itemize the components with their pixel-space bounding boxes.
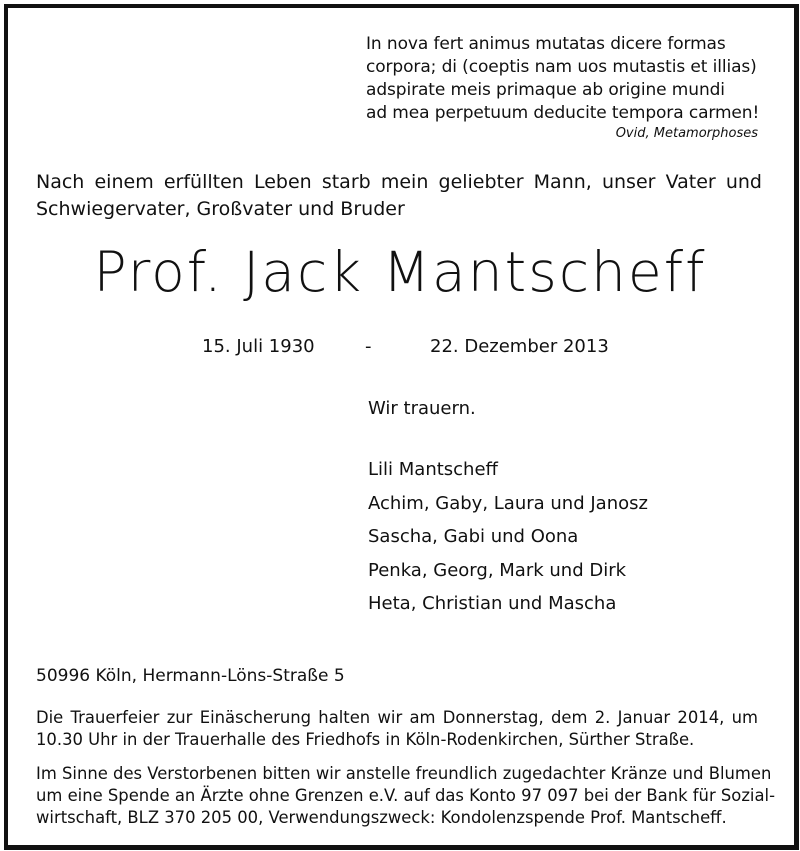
ceremony-line: 10.30 Uhr in der Trauerhalle des Friedhofs in Köln-Rodenkirchen, Sürther Straße. <box>36 730 695 749</box>
intro-line: Nach einem erfüllten Leben starb mein geliebter Mann, unser Vater und <box>36 171 762 193</box>
ceremony-paragraph <box>36 707 758 751</box>
family-member: Heta, Christian und Mascha <box>368 593 617 614</box>
quote-line: In nova fert animus mutatas dicere formas <box>366 34 726 54</box>
quote-line: ad mea perpetuum deducite tempora carmen! <box>366 103 760 123</box>
ceremony-line: Die Trauerfeier zur Einäscherung halten wir am Donnerstag, dem 2. Januar 2014, um <box>36 708 758 727</box>
epigraph-quote <box>366 33 758 125</box>
donation-paragraph <box>36 763 775 829</box>
intro-text <box>36 169 762 223</box>
quote-source: Ovid, Metamorphoses <box>615 126 758 141</box>
mourning-statement: Wir trauern. <box>368 398 476 419</box>
family-list <box>368 453 648 621</box>
quote-line: corpora; di (coeptis nam uos mutastis et illias) <box>366 57 757 77</box>
quote-line: adspirate meis primaque ab origine mundi <box>366 80 725 100</box>
donation-line: wirtschaft, BLZ 370 205 00, Verwendungszweck: Kondolenzspende Prof. Mantscheff. <box>36 808 727 827</box>
intro-line: Schwiegervater, Großvater und Bruder <box>36 198 405 220</box>
family-member: Achim, Gaby, Laura und Janosz <box>368 492 648 514</box>
donation-line: Im Sinne des Verstorbenen bitten wir anstelle freundlich zugedachter Kränze und Blumen <box>36 764 772 783</box>
family-member: Sascha, Gabi und Oona <box>368 526 579 547</box>
address: 50996 Köln, Hermann-Löns-Straße 5 <box>36 666 345 686</box>
deceased-name: Prof. Jack Mantscheff <box>93 240 707 304</box>
birth-date: 15. Juli 1930 <box>202 336 315 357</box>
date-separator: - <box>365 336 372 357</box>
donation-line: um eine Spende an Ärzte ohne Grenzen e.V. auf das Konto 97 097 bei der Bank für Sozial- <box>36 786 775 805</box>
death-date: 22. Dezember 2013 <box>430 336 609 357</box>
family-member: Lili Mantscheff <box>368 459 498 480</box>
family-member: Penka, Georg, Mark und Dirk <box>368 559 627 581</box>
